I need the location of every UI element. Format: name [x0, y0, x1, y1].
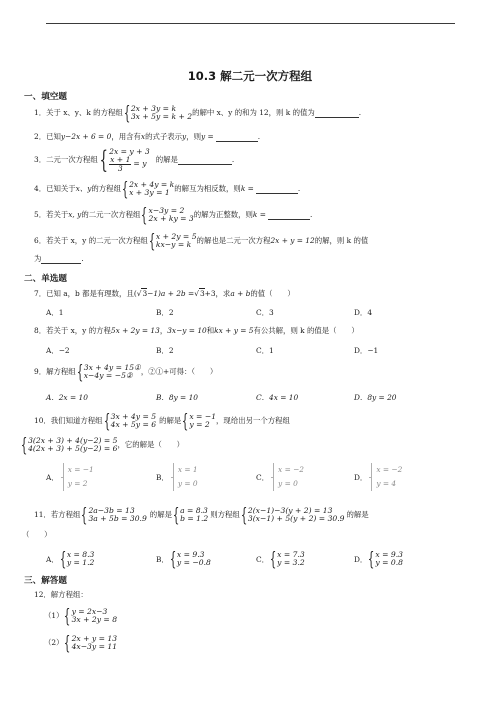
q11-answer-paren: （ ）: [22, 530, 52, 539]
q10-solution: x = −1 y = 2: [189, 411, 217, 429]
q11-solution: a = 8.3 b = 1.2: [180, 505, 209, 523]
q2-answer-blank[interactable]: [216, 133, 258, 142]
question-6-line2: 为 .: [34, 254, 84, 263]
q3-system: 2x = y + 3 $\frac{x + 1}{3}$ = y: [109, 147, 150, 173]
q8-option-a[interactable]: A．−2: [46, 346, 70, 355]
q9-option-a[interactable]: A．2x = 10: [46, 393, 88, 402]
q5-system: x−3y = 2 2x + ky = 3: [148, 205, 194, 223]
q10-system-2: 3(2x + 3) + 4(y−2) = 5 4(2x + 3) + 5(y−2) = 6: [28, 435, 118, 453]
q11-system: 2a−3b = 13 3a + 5b = 30.9: [88, 505, 147, 523]
q10-option-b[interactable]: B． x = 1 y = 0: [156, 463, 198, 491]
q12-part-1-system: y = 2x−3 3x + 2y = 8: [71, 606, 118, 624]
question-12: 12．解方程组：: [34, 590, 88, 599]
question-10: 10．我们知道方程组 { 3x + 4y = 5 4x + 5y = 6 的解是 { x = −1 y = 2 ，现给出另一个方程组: [34, 410, 290, 432]
q8-option-c[interactable]: C．1: [256, 346, 274, 355]
question-6: 6．若关于 x，y 的二元一次方程组 { x + 2y = 5 kx−y = k 的解也是二元一次方程 2x + y = 12 的解，则 k 的值: [34, 230, 369, 252]
q8-option-d[interactable]: D．−1: [354, 346, 379, 355]
question-5: 5．若关于 x, y 的二元一次方程组 { x−3y = 2 2x + ky = 3 的解为正整数，则 k = .: [34, 204, 313, 226]
question-4: 4．已知关于 x、y 的方程组 { 2x + 4y = k x + 3y = 1 的解互为相反数，则 k = .: [34, 178, 301, 200]
q12-part-2: （2） { 2x + y = 13 4x−3y = 11: [44, 632, 118, 654]
question-8: 8．若关于 x，y 的方程 5x + 2y = 13 ， 3x−y = 10 和 kx + y = 5 有公共解，则 k 的值是（ ）: [34, 326, 359, 335]
q1-system: 2x + 3y = k 3x + 5y = k + 2: [130, 103, 193, 121]
q7-option-b[interactable]: B．2: [156, 308, 174, 317]
q11-system-2: 2(x−1)−3(y + 2) = 13 3(x−1) + 5(y + 2) = 30.9: [247, 505, 345, 523]
q12-part-1: （1） { y = 2x−3 3x + 2y = 8: [44, 605, 118, 627]
question-10-line2: { 3(2x + 3) + 4(y−2) = 5 4(2x + 3) + 5(y−2) = 6 ，它的解是（ ）: [20, 434, 184, 456]
question-7: 7．已知 a，b 都是有理数，且( √ 3 −1)a + 2b = √ 3 +3，求 a + b 的值（ ）: [34, 288, 295, 298]
section-heading-fill-in: 一、填空题: [24, 92, 67, 102]
q7-option-d[interactable]: D．4: [354, 308, 373, 317]
page-title: 10.3 解二元一次方程组: [187, 69, 313, 83]
q3-answer-blank[interactable]: [178, 156, 232, 165]
q9-option-b[interactable]: B．8y = 10: [156, 393, 198, 402]
q11-option-d[interactable]: D． { x = 9.3 y = 0.8: [354, 548, 403, 570]
question-1: 1．关于 x、y、k 的方程组 { 2x + 3y = k 3x + 5y = k + 2 的解中 x、y 的和为 12，则 k 的值为 .: [34, 102, 362, 124]
question-9: 9．解方程组 { 3x + 4y = 15① x−4y = −5② ，②①+可得：（ ）: [34, 361, 218, 383]
header-rule: [46, 23, 455, 24]
q4-answer-blank[interactable]: [256, 185, 298, 194]
q10-option-d[interactable]: D． x = −2 y = 4: [354, 463, 402, 491]
q12-part-2-system: 2x + y = 13 4x−3y = 11: [71, 633, 118, 651]
q5-answer-blank[interactable]: [268, 211, 310, 220]
q10-option-a[interactable]: A． x = −1 y = 2: [46, 463, 94, 491]
q1-answer-blank[interactable]: [315, 109, 359, 118]
q9-option-c[interactable]: C．4x = 10: [256, 393, 299, 402]
question-11: 11．若方程组 { 2a−3b = 13 3a + 5b = 30.9 的解是 { a = 8.3 b = 1.2 则方程组 { 2(x−1)−3(y + 2) = 13 3(x−1) + 5(y + 2) = 30.9 的解是: [34, 504, 369, 526]
section-heading-solve: 三、解答题: [24, 576, 67, 586]
q6-answer-blank[interactable]: [41, 255, 81, 264]
q9-system: 3x + 4y = 15① x−4y = −5②: [83, 362, 141, 380]
q11-option-a[interactable]: A． { x = 8.3 y = 1.2: [46, 548, 95, 570]
q11-option-b[interactable]: B． { x = 9.3 y = −0.8: [156, 548, 211, 570]
q4-system: 2x + 4y = k x + 3y = 1: [129, 179, 175, 197]
question-2: 2．已知 y−2x + 6 = 0 ，用含有 x 的式子表示 y ，则 y = .: [34, 132, 261, 141]
q9-option-d[interactable]: D．8y = 20: [354, 393, 397, 402]
q10-option-c[interactable]: C． x = −2 y = 0: [256, 463, 304, 491]
q7-option-c[interactable]: C．3: [256, 308, 274, 317]
q8-option-b[interactable]: B．2: [156, 346, 174, 355]
q7-option-a[interactable]: A．1: [46, 308, 64, 317]
question-3: 3．二元一次方程组 { 2x = y + 3 $\frac{x + 1}{3}$ = y 的解是 .: [34, 146, 235, 175]
q10-system: 3x + 4y = 5 4x + 5y = 6: [110, 411, 157, 429]
q6-system: x + 2y = 5 kx−y = k: [155, 231, 197, 249]
q11-option-c[interactable]: C． { x = 7.3 y = 3.2: [256, 548, 305, 570]
section-heading-single-choice: 二、单选题: [24, 274, 67, 284]
